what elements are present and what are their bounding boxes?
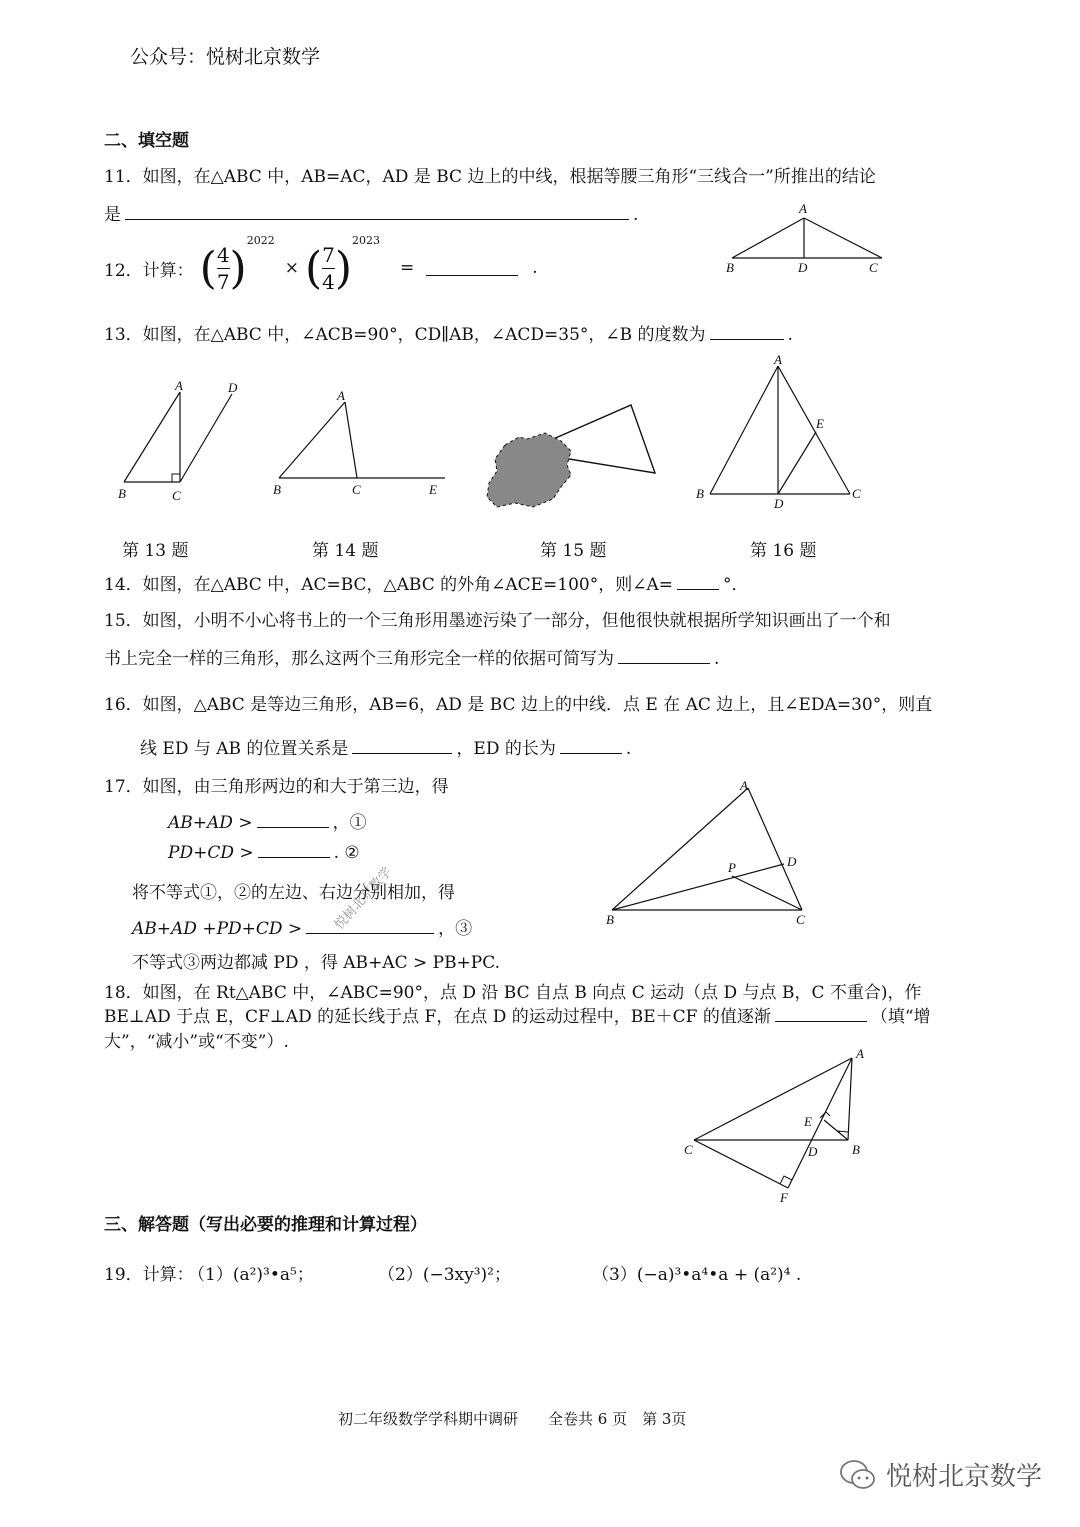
q17-figure	[598, 776, 818, 932]
q18-text-b: （填“增	[870, 1007, 931, 1027]
q16-answer-blank-2[interactable]	[560, 752, 622, 754]
q18-answer-blank[interactable]	[775, 1020, 867, 1022]
q18-line2	[104, 1002, 931, 1027]
q17-label-d: D	[787, 854, 797, 869]
q17-line6: 不等式③两边都减 PD ，得 AB+AC > PB+PC.	[132, 953, 501, 973]
q17-answer-blank-2[interactable]	[258, 856, 330, 858]
q16-text-a: 线 ED 与 AB 的位置关系是	[140, 739, 349, 759]
page-footer: 初二年级数学学科期中调研 全卷共 6 页 第 3页	[338, 1410, 687, 1428]
wechat-icon	[838, 1458, 878, 1492]
q18-line-be	[824, 1120, 848, 1140]
q13-right-angle	[172, 474, 180, 482]
q12-times: ×	[284, 258, 299, 278]
q16-text-b: ，ED 的长为	[456, 739, 556, 759]
q15-line2	[104, 644, 719, 669]
q13-line	[104, 320, 793, 345]
q12-exp-2: 2023	[352, 234, 381, 247]
q17-answer-blank-1[interactable]	[257, 826, 329, 828]
q14-label-e: E	[429, 482, 437, 497]
q12-fraction-1: $\frac{4}{7}$	[216, 242, 230, 294]
q17-line4: 将不等式①，②的左边、右边分别相加，得	[132, 883, 455, 903]
q13-answer-blank[interactable]	[710, 338, 784, 340]
q15-figure	[475, 395, 665, 520]
q18-line-ab	[848, 1058, 852, 1140]
q17-answer-blank-3[interactable]	[306, 932, 434, 934]
q16-label-a: A	[774, 352, 782, 367]
q17-label-p: P	[728, 860, 736, 875]
q17-line3	[168, 843, 360, 863]
q12-num: 12．计算：	[104, 260, 194, 281]
q16-answer-blank-1[interactable]	[352, 752, 452, 754]
q13-label-b: B	[118, 486, 126, 501]
q18-line-cf	[694, 1140, 788, 1188]
q17-ineq2: PD+CD >	[168, 843, 254, 863]
q17-label-a: A	[740, 778, 748, 793]
q14-label-b: B	[273, 482, 281, 497]
q18-figure	[680, 1044, 870, 1208]
q17-line-pc	[732, 876, 802, 910]
q16-line1: 16．如图，△ABC 是等边三角形，AB=6，AD 是 BC 边上的中线．点 E 在 AC 边上，且∠EDA=30°，则直	[104, 695, 933, 715]
q11-cont: 是	[104, 205, 121, 225]
q13-end: .	[787, 325, 793, 345]
q12-fraction-2: $\frac{7}{4}$	[322, 242, 335, 294]
q11-line-ab	[732, 218, 804, 258]
q12-paren-close-2: )	[334, 242, 353, 294]
q17-mark1: ，①	[332, 813, 367, 833]
q18-text-a: BE⊥AD 于点 E，CF⊥AD 的延长线于点 F，在点 D 的运动过程中，BE＋CF 的值逐渐	[104, 1007, 771, 1027]
q12-paren-open-2: (	[304, 242, 323, 294]
q13-label-d: D	[228, 380, 238, 395]
q15-text: 书上完全一样的三角形，那么这两个三角形完全一样的依据可简写为	[104, 649, 614, 669]
q11-label-b: B	[726, 260, 734, 275]
q12-exp-1: 2022	[246, 234, 275, 247]
q18-line3: 大”，“减小”或“不变”）.	[104, 1032, 289, 1052]
q11-label-c: C	[869, 260, 878, 275]
q19-part3: （3）(−a)³•a⁴•a + (a²)⁴ .	[592, 1265, 802, 1285]
q11-num: 11．	[104, 167, 143, 187]
q19-num: 19．计算：	[104, 1265, 194, 1285]
q11-end: .	[633, 205, 639, 225]
q17-label-c: C	[796, 912, 805, 927]
caption-q15: 第 15 题	[540, 541, 607, 561]
q11-answer-blank[interactable]	[125, 218, 629, 220]
q14-label-c: C	[352, 482, 361, 497]
q15-end: .	[714, 649, 720, 669]
q15-line1: 15．如图，小明不小心将书上的一个三角形用墨迹污染了一部分，但他很快就根据所学知识画出了一个和	[104, 611, 891, 631]
q18-line-af	[788, 1058, 852, 1188]
q13-label-a: A	[175, 378, 183, 393]
q17-ineq3: AB+AD +PD+CD >	[132, 919, 303, 939]
q13-line-cd	[180, 394, 232, 482]
q11-text: 如图，在△ABC 中，AB=AC，AD 是 BC 边上的中线，根据等腰三角形“三线合一”所推出的结论	[142, 167, 876, 187]
q11-label-d: D	[798, 260, 808, 275]
q13-num: 13．	[104, 325, 143, 345]
q14-line-ac	[345, 402, 357, 478]
q11-line-ac	[804, 218, 882, 258]
caption-q14: 第 14 题	[312, 541, 379, 561]
section-title-solve: 三、解答题（写出必要的推理和计算过程）	[104, 1215, 427, 1235]
q14-end: °．	[723, 575, 749, 595]
q18-label-d: D	[808, 1144, 818, 1159]
q16-label-c: C	[852, 486, 861, 501]
q14-line-ab	[279, 402, 345, 478]
q18-label-a: A	[856, 1046, 864, 1061]
q12-end: .	[532, 258, 538, 278]
q16-figure	[690, 352, 880, 517]
header-account: 公众号：悦树北京数学	[130, 46, 321, 68]
q14-text: 14．如图，在△ABC 中，AC=BC，△ABC 的外角∠ACE=100°，则∠A=	[104, 575, 674, 595]
q17-line2	[168, 808, 367, 833]
q12-line	[104, 236, 538, 300]
brand	[838, 1456, 1042, 1493]
q18-label-b: B	[852, 1142, 860, 1157]
q16-line-de	[778, 432, 816, 494]
q11-line1	[104, 162, 876, 187]
q18-line-ca	[694, 1058, 852, 1140]
q16-line-ab	[710, 366, 778, 494]
q18-right-angle-b	[838, 1131, 848, 1133]
q17-line1: 17．如图，由三角形两边的和大于第三边，得	[104, 777, 449, 797]
q17-line-ac	[748, 788, 802, 910]
q17-label-b: B	[606, 912, 614, 927]
q17-mark3: ，③	[438, 919, 473, 939]
q13-line-ab	[124, 392, 180, 482]
q18-right-angle-e	[820, 1112, 830, 1118]
q19-part2: （2）(−3xy³)²；	[378, 1265, 511, 1285]
q16-end: .	[625, 739, 632, 759]
q14-label-a: A	[337, 388, 345, 403]
section-title-fill: 二、填空题	[104, 131, 189, 151]
q18-line1: 18．如图，在 Rt△ABC 中，∠ABC=90°，点 D 沿 BC 自点 B 向点 C 运动（点 D 与点 B，C 不重合)，作	[104, 983, 922, 1003]
q11-label-a: A	[799, 201, 807, 216]
q11-figure	[722, 200, 892, 280]
q17-mark2: . ②	[333, 843, 360, 863]
q16-label-b: B	[696, 486, 704, 501]
q12-answer-blank[interactable]	[426, 274, 518, 276]
q14-answer-blank[interactable]	[677, 588, 719, 590]
q13-figure	[110, 370, 250, 510]
caption-q13: 第 13 题	[122, 541, 189, 561]
q16-label-d: D	[774, 496, 784, 511]
q16-line-ac	[778, 366, 850, 494]
q17-ineq1: AB+AD >	[168, 813, 253, 833]
q16-line2	[140, 734, 631, 759]
q13-label-c: C	[172, 488, 181, 503]
q19-part1: （1）(a²)³•a⁵；	[188, 1265, 314, 1285]
q17-line5	[132, 914, 472, 939]
q12-paren-close: )	[229, 242, 247, 294]
q15-ink-blot	[487, 433, 571, 507]
q12-paren-open: (	[199, 242, 217, 294]
caption-q16: 第 16 题	[750, 541, 817, 561]
watermark-text: 悦树北京数学	[331, 863, 395, 933]
q15-answer-blank[interactable]	[618, 662, 710, 664]
brand-name: 悦树北京数学	[886, 1462, 1043, 1492]
q18-label-c: C	[684, 1142, 693, 1157]
q14-figure	[265, 380, 455, 510]
q18-label-f: F	[780, 1190, 788, 1205]
q16-label-e: E	[816, 416, 824, 431]
q14-line	[104, 570, 749, 595]
q18-label-e: E	[804, 1114, 812, 1129]
q12-eq: =	[400, 258, 415, 278]
q13-text: 如图，在△ABC 中，∠ACB=90°，CD∥AB，∠ACD=35°，∠B 的度数为	[142, 325, 706, 345]
q11-line2	[104, 200, 638, 225]
